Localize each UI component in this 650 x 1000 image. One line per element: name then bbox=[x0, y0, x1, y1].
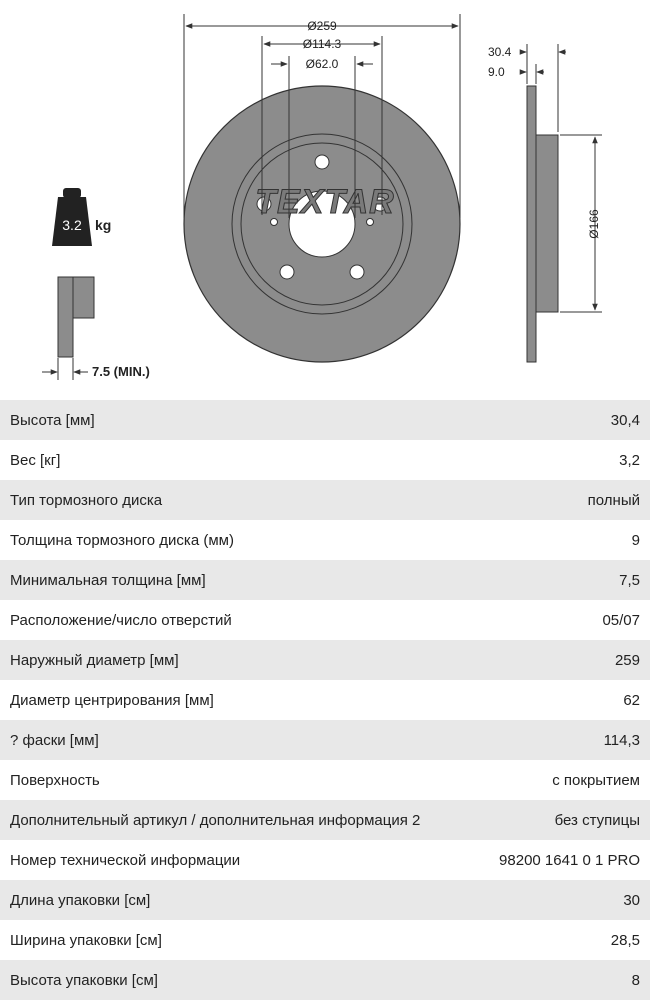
dim-outer-label: Ø259 bbox=[307, 19, 337, 33]
spec-label: Тип тормозного диска bbox=[10, 491, 163, 509]
spec-row bbox=[0, 880, 650, 920]
spec-value: полный bbox=[587, 491, 640, 509]
spec-value: 3,2 bbox=[619, 451, 640, 469]
spec-value: 8 bbox=[631, 971, 640, 989]
spec-value: 30 bbox=[623, 891, 640, 909]
min-thickness-icon bbox=[58, 277, 94, 357]
spec-label: Вес [кг] bbox=[10, 451, 61, 469]
spec-label: Длина упаковки [см] bbox=[10, 891, 151, 909]
spec-value: 9 bbox=[631, 531, 640, 549]
spec-row bbox=[0, 720, 650, 760]
bolt-hole bbox=[315, 155, 329, 169]
spec-label: Ширина упаковки [см] bbox=[10, 931, 162, 949]
spec-row bbox=[0, 440, 650, 480]
disc-side-view bbox=[527, 86, 558, 362]
dim-thickness bbox=[520, 64, 544, 84]
spec-row bbox=[0, 600, 650, 640]
spec-row bbox=[0, 920, 650, 960]
spec-label: Наружный диаметр [мм] bbox=[10, 651, 179, 669]
spec-value: 7,5 bbox=[619, 571, 640, 589]
dim-thickness-label: 9.0 bbox=[488, 65, 505, 79]
spec-row bbox=[0, 560, 650, 600]
spec-value: 98200 1641 0 1 PRO bbox=[499, 851, 640, 869]
spec-row bbox=[0, 400, 650, 440]
spec-row bbox=[0, 800, 650, 840]
dim-hub-label: Ø166 bbox=[587, 209, 601, 239]
dim-pcd-label: Ø114.3 bbox=[302, 37, 342, 51]
disc-front-view bbox=[184, 86, 460, 362]
bolt-hole bbox=[350, 265, 364, 279]
bolt-hole bbox=[280, 265, 294, 279]
weight-unit: kg bbox=[95, 217, 112, 233]
spec-label: Высота [мм] bbox=[10, 411, 95, 429]
spec-row bbox=[0, 480, 650, 520]
dim-center-label: Ø62.0 bbox=[305, 57, 339, 71]
spec-label: Высота упаковки [см] bbox=[10, 971, 158, 989]
dim-height-label: 30.4 bbox=[488, 45, 512, 59]
spec-label: Минимальная толщина [мм] bbox=[10, 571, 206, 589]
spec-label: Толщина тормозного диска (мм) bbox=[10, 531, 234, 549]
brand-logo: TEXTAR bbox=[255, 183, 395, 221]
spec-label: ? фаски [мм] bbox=[10, 731, 99, 749]
technical-drawing bbox=[0, 0, 650, 400]
spec-value: 30,4 bbox=[610, 411, 640, 429]
spec-table bbox=[0, 400, 650, 1000]
spec-label: Расположение/число отверстий bbox=[10, 611, 232, 629]
spec-value: без ступицы bbox=[554, 811, 640, 829]
weight-value: 3.2 bbox=[62, 217, 82, 233]
spec-value: 114,3 bbox=[603, 731, 640, 749]
spec-row bbox=[0, 960, 650, 1000]
spec-row bbox=[0, 520, 650, 560]
spec-row bbox=[0, 760, 650, 800]
spec-label: Поверхность bbox=[10, 771, 100, 789]
min-thickness-label: 7.5 (MIN.) bbox=[92, 364, 150, 379]
spec-value: 259 bbox=[614, 651, 640, 669]
disc-side-profile bbox=[527, 86, 536, 362]
dim-min-thickness bbox=[42, 358, 88, 380]
spec-row bbox=[0, 640, 650, 680]
spec-label: Номер технической информации bbox=[10, 851, 241, 869]
spec-label: Дополнительный артикул / дополнительная информация 2 bbox=[10, 811, 421, 829]
spec-value: 05/07 bbox=[602, 611, 640, 629]
spec-value: 28,5 bbox=[610, 931, 640, 949]
spec-value: 62 bbox=[623, 691, 640, 709]
spec-value: с покрытием bbox=[552, 771, 640, 789]
spec-row bbox=[0, 680, 650, 720]
hub-side-profile bbox=[536, 135, 558, 312]
spec-row bbox=[0, 840, 650, 880]
spec-label: Диаметр центрирования [мм] bbox=[10, 691, 214, 709]
